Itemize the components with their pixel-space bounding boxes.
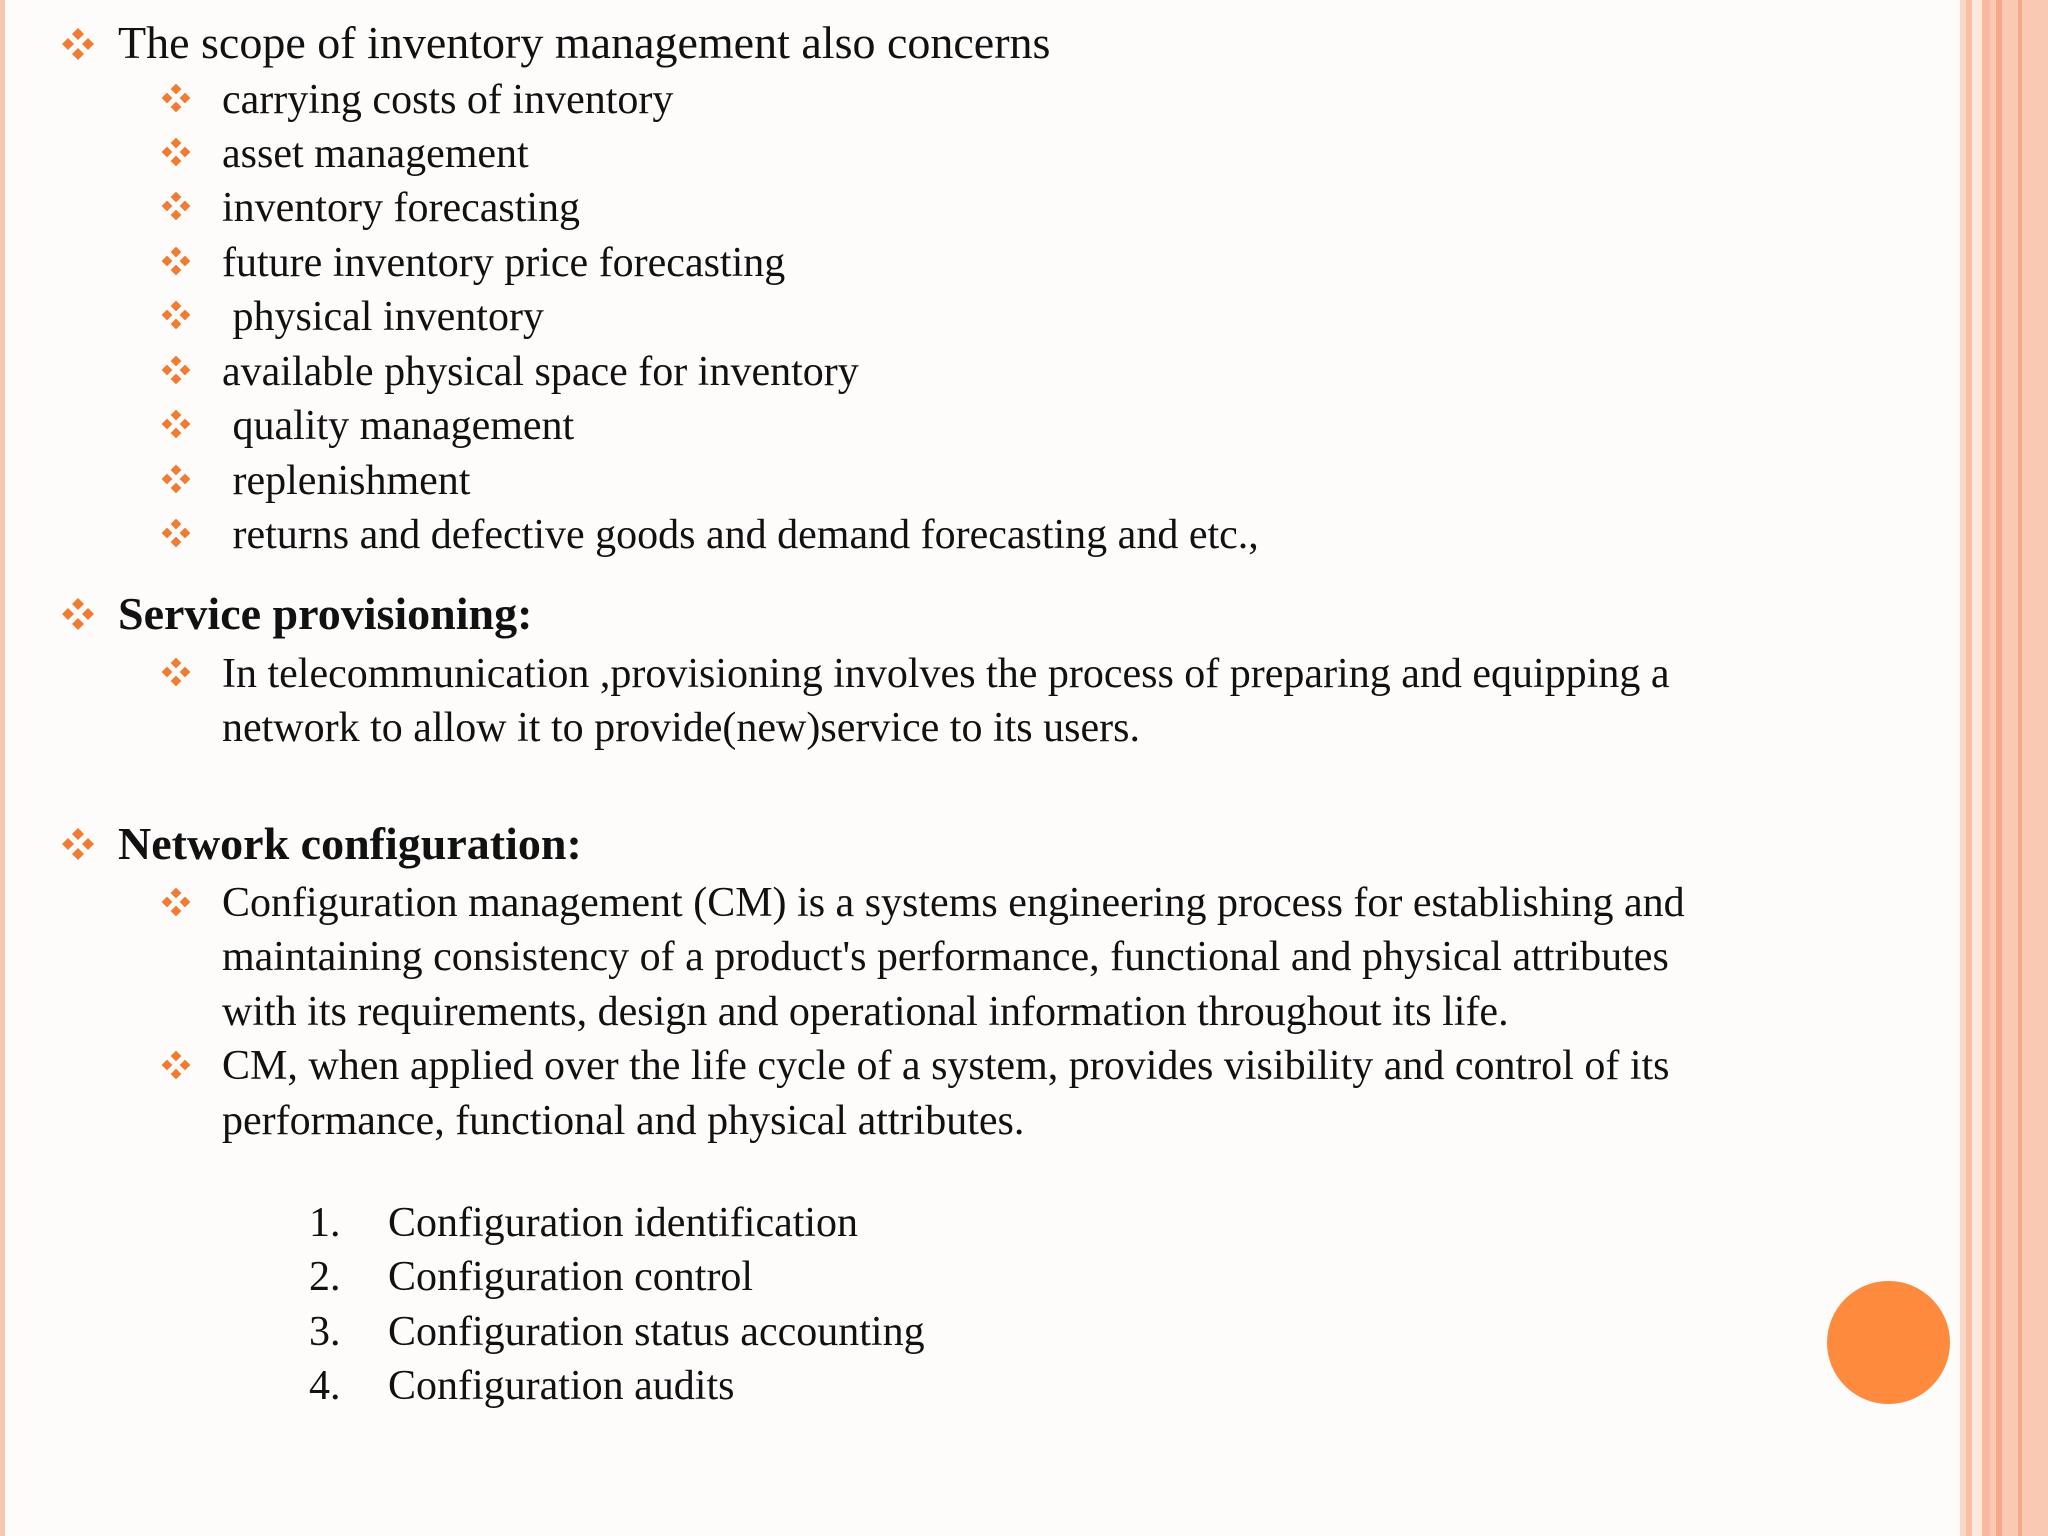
- list-item-text: Configuration identification: [388, 1200, 859, 1246]
- list-item-text: Configuration audits: [388, 1363, 735, 1409]
- paragraph-line: Configuration management (CM) is a systems engineering process for establishing and: [222, 880, 1685, 926]
- four-diamond-bullet-icon: [158, 1047, 198, 1087]
- four-diamond-bullet-icon: [58, 824, 98, 864]
- four-diamond-bullet-icon: [158, 188, 198, 228]
- list-item-text: Configuration status accounting: [388, 1309, 925, 1355]
- list-item: future inventory price forecasting: [222, 240, 786, 286]
- four-diamond-bullet-icon: [158, 297, 198, 337]
- section-heading-service: Service provisioning:: [118, 588, 533, 639]
- list-item: replenishment: [222, 458, 471, 504]
- section-heading-network: Network configuration:: [118, 818, 582, 869]
- list-item: inventory forecasting: [222, 185, 581, 231]
- list-item: carrying costs of inventory: [222, 77, 674, 123]
- list-item: quality management: [222, 403, 575, 449]
- slide-right-border: [1972, 0, 1982, 1536]
- numbered-list-item: [0, 1308, 1200, 1358]
- paragraph-line: performance, functional and physical attributes.: [222, 1098, 1025, 1144]
- list-item-text: Configuration control: [388, 1254, 754, 1300]
- list-number: 1.: [309, 1200, 341, 1246]
- list-item: physical inventory: [222, 294, 544, 340]
- intro-text: The scope of inventory management also concerns: [118, 17, 1051, 68]
- four-diamond-bullet-icon: [158, 515, 198, 555]
- paragraph-line: with its requirements, design and operational information throughout its life.: [222, 989, 1509, 1035]
- list-number: 3.: [309, 1309, 341, 1355]
- decorative-circle: [1827, 1281, 1950, 1404]
- paragraph-line: network to allow it to provide(new)service to its users.: [222, 705, 1140, 751]
- paragraph-line: In telecommunication ,provisioning involves the process of preparing and equipping a: [222, 651, 1670, 697]
- list-item: returns and defective goods and demand forecasting and etc.,: [222, 512, 1259, 558]
- slide-left-border: [0, 0, 5, 1536]
- four-diamond-bullet-icon: [58, 24, 98, 64]
- four-diamond-bullet-icon: [158, 406, 198, 446]
- four-diamond-bullet-icon: [158, 461, 198, 501]
- four-diamond-bullet-icon: [58, 594, 98, 634]
- four-diamond-bullet-icon: [158, 80, 198, 120]
- paragraph-line: CM, when applied over the life cycle of a system, provides visibility and control of its: [222, 1043, 1670, 1089]
- four-diamond-bullet-icon: [158, 243, 198, 283]
- list-item: available physical space for inventory: [222, 349, 859, 395]
- paragraph-line: maintaining consistency of a product's performance, functional and physical attributes: [222, 934, 1669, 980]
- numbered-list-item: [0, 1362, 1200, 1412]
- list-number: 2.: [309, 1254, 341, 1300]
- four-diamond-bullet-icon: [158, 884, 198, 924]
- four-diamond-bullet-icon: [158, 654, 198, 694]
- numbered-list-item: [0, 1253, 1200, 1303]
- numbered-list-item: [0, 1199, 1200, 1249]
- four-diamond-bullet-icon: [158, 352, 198, 392]
- list-item: asset management: [222, 131, 529, 177]
- list-number: 4.: [309, 1363, 341, 1409]
- slide-right-border: [2018, 0, 2022, 1536]
- slide-right-border: [1996, 0, 2002, 1536]
- four-diamond-bullet-icon: [158, 134, 198, 174]
- slide-right-border: [1982, 0, 1990, 1536]
